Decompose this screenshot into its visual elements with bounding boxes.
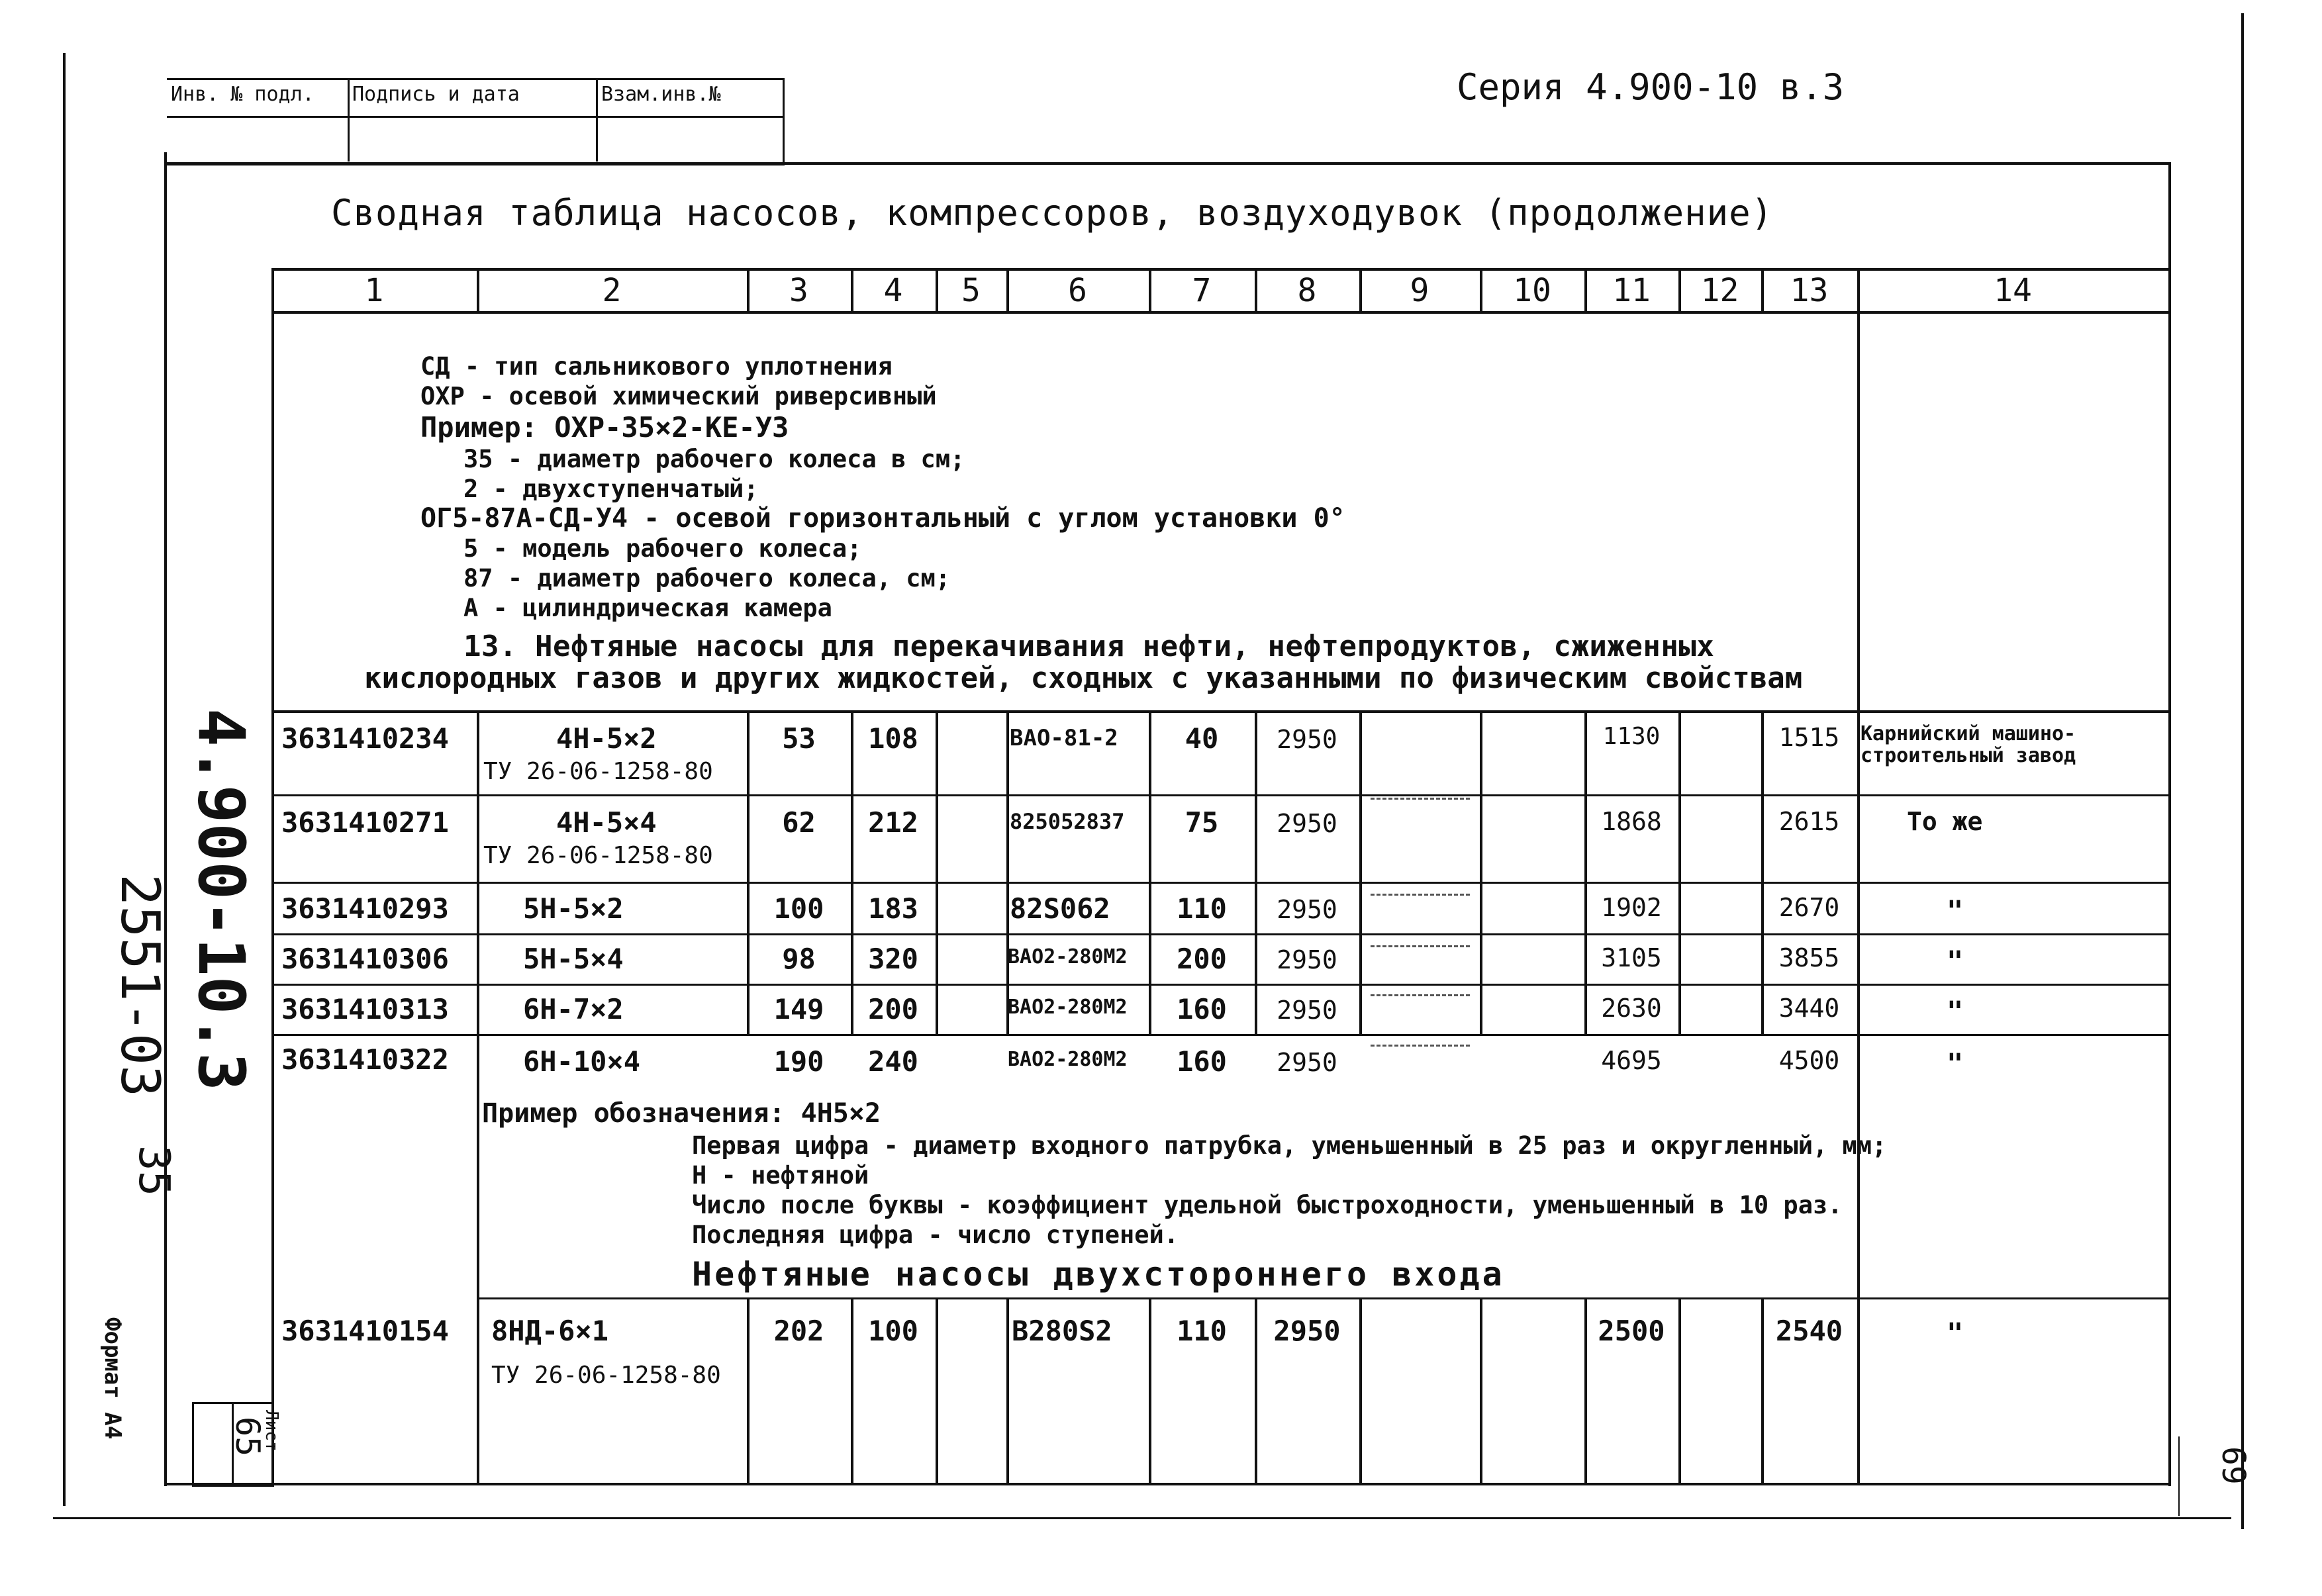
row-c7: 40 <box>1185 722 1219 755</box>
row-c13: 3440 <box>1778 994 1840 1023</box>
example-line: Число после буквы - коэффициент удельной быстроходности, уменьшенный в 10 раз. <box>692 1191 1843 1219</box>
row-spec: ТУ 26-06-1258-80 <box>491 1362 721 1389</box>
note-line: 2 - двухступенчатый; <box>463 475 759 503</box>
row-c4: 108 <box>868 722 918 755</box>
row-c7: 160 <box>1177 1045 1227 1078</box>
row-c7: 110 <box>1177 892 1227 925</box>
col-header-7: 7 <box>1192 272 1212 309</box>
stamp-signature-date: Подпись и дата <box>352 83 520 106</box>
row-c3: 100 <box>773 892 824 925</box>
row-code: 3631410154 <box>281 1315 449 1347</box>
row-name: 8НД-6×1 <box>491 1315 609 1347</box>
row-c14: " <box>1947 894 1964 927</box>
row-c6: ВАО2-280М2 <box>1008 996 1128 1019</box>
row-c13: 1515 <box>1778 723 1840 752</box>
section-13-line1: 13. Нефтяные насосы для перекачивания нефти, нефтепродуктов, сжиженных <box>463 630 1715 663</box>
row-c4: 183 <box>868 892 918 925</box>
note-line: ОГ5-87А-СД-У4 - осевой горизонтальный с углом установки 0° <box>420 503 1345 534</box>
note-line: 87 - диаметр рабочего колеса, см; <box>463 564 951 592</box>
doc-number-vertical: 4.900-10.3 <box>184 708 258 1091</box>
row-c13: 2540 <box>1775 1315 1843 1347</box>
row-code: 3631410234 <box>281 722 449 755</box>
example-label: Пример обозначения: 4Н5×2 <box>482 1098 881 1129</box>
col-header-11: 11 <box>1612 272 1651 309</box>
row-c4: 100 <box>868 1315 918 1347</box>
col-header-8: 8 <box>1297 272 1317 309</box>
row-c14: То же <box>1907 807 1983 836</box>
col-header-1: 1 <box>364 272 384 309</box>
frame-bottom-line <box>164 1483 2170 1485</box>
row-c3: 53 <box>782 722 816 755</box>
row-c6: ВАО2-280М2 <box>1008 945 1128 968</box>
row-c3: 149 <box>773 993 824 1025</box>
row-c11: 2500 <box>1598 1315 1665 1347</box>
frame-left-line <box>63 53 66 1506</box>
page-small-vertical: 35 <box>129 1145 178 1197</box>
row-c6: В280S2 <box>1012 1315 1112 1347</box>
row-name: 4Н-5×2 <box>556 722 657 755</box>
section-13-line2: кислородных газов и других жидкостей, сходных с указанными по физическим свойствам <box>364 661 1803 695</box>
row-c11: 3105 <box>1601 943 1662 972</box>
row-code: 3631410271 <box>281 806 449 839</box>
col-header-10: 10 <box>1513 272 1551 309</box>
row-c14: " <box>1947 945 1964 977</box>
col-header-4: 4 <box>883 272 903 309</box>
format-label-vertical: Формат А4 <box>99 1317 126 1440</box>
col-header-5: 5 <box>961 272 981 309</box>
row-c7: 200 <box>1177 943 1227 975</box>
row-c8: 2950 <box>1277 809 1337 838</box>
col-header-13: 13 <box>1790 272 1829 309</box>
row-c3: 202 <box>773 1315 824 1347</box>
row-code: 3631410293 <box>281 892 449 925</box>
row-c11: 1130 <box>1602 723 1661 750</box>
row-name: 4Н-5×4 <box>556 806 657 839</box>
row-c13: 3855 <box>1778 943 1840 972</box>
row-c11: 4695 <box>1601 1046 1662 1075</box>
row-c4: 320 <box>868 943 918 975</box>
note-line: 35 - диаметр рабочего колеса в см; <box>463 445 965 473</box>
row-code: 3631410313 <box>281 993 449 1025</box>
row-c7: 110 <box>1177 1315 1227 1347</box>
col-header-2: 2 <box>602 272 622 309</box>
row-spec: ТУ 26-06-1258-80 <box>483 842 713 869</box>
row-name: 5Н-5×4 <box>523 943 624 975</box>
row-c6: ВАО-81-2 <box>1010 725 1118 751</box>
row-c8: 2950 <box>1277 1048 1337 1077</box>
row-c8: 2950 <box>1277 996 1337 1025</box>
col-header-6: 6 <box>1068 272 1087 309</box>
row-c11: 1868 <box>1601 807 1662 836</box>
example-line: Последняя цифра - число ступеней. <box>692 1221 1179 1249</box>
note-line: 5 - модель рабочего колеса; <box>463 534 862 563</box>
row-c7: 75 <box>1185 806 1219 839</box>
page-number-right: 69 <box>2215 1446 2252 1485</box>
row-name: 6Н-10×4 <box>523 1045 641 1078</box>
right-page-box <box>2178 1436 2180 1516</box>
stamp-replace-inv: Взам.инв.№ <box>601 83 721 106</box>
note-line: Пример: ОХР-35×2-КЕ-У3 <box>420 411 789 444</box>
frame-inner-left-line <box>164 152 167 1486</box>
row-c4: 212 <box>868 806 918 839</box>
row-name: 5Н-5×2 <box>523 892 624 925</box>
row-c6: 82S062 <box>1010 892 1110 925</box>
row-c6: 825052837 <box>1010 809 1125 834</box>
row-c4: 200 <box>868 993 918 1025</box>
row-c6: ВАО2-280М2 <box>1008 1048 1128 1071</box>
row-c4: 240 <box>868 1045 918 1078</box>
example-line: Н - нефтяной <box>692 1161 869 1190</box>
page-title: Сводная таблица насосов, компрессоров, воздуходувок (продолжение) <box>331 192 1774 234</box>
row-c8: 2950 <box>1277 725 1337 754</box>
row-c8: 2950 <box>1273 1315 1341 1347</box>
note-line: А - цилиндрическая камера <box>463 594 832 622</box>
row-code: 3631410322 <box>281 1043 449 1076</box>
row-c14: Карнийский машино-строительный завод <box>1861 722 2076 767</box>
series-label: Серия 4.900-10 в.3 <box>1457 66 1845 108</box>
row-c14: " <box>1947 995 1964 1027</box>
stamp-inv-number: Инв. № подл. <box>171 83 314 106</box>
row-c3: 190 <box>773 1045 824 1078</box>
section-double-entry: Нефтяные насосы двухстороннего входа <box>692 1255 1505 1293</box>
list-number: 65 <box>228 1417 267 1457</box>
row-c11: 1902 <box>1601 893 1662 922</box>
row-c7: 160 <box>1177 993 1227 1025</box>
row-c14: " <box>1947 1047 1964 1080</box>
col-header-3: 3 <box>789 272 808 309</box>
row-c14: " <box>1947 1317 1964 1349</box>
row-c3: 62 <box>782 806 816 839</box>
archive-number-vertical: 2551-03 <box>109 874 171 1098</box>
row-c13: 2670 <box>1778 893 1840 922</box>
example-line: Первая цифра - диаметр входного патрубка, уменьшенный в 25 раз и округленный, мм; <box>692 1131 1887 1160</box>
row-name: 6Н-7×2 <box>523 993 624 1025</box>
list-label: Лист <box>262 1410 281 1452</box>
row-c13: 4500 <box>1778 1046 1840 1075</box>
row-c3: 98 <box>782 943 816 975</box>
note-line: СД - тип сальникового уплотнения <box>420 352 893 381</box>
row-c8: 2950 <box>1277 895 1337 924</box>
col-header-12: 12 <box>1700 272 1739 309</box>
row-c13: 2615 <box>1778 807 1840 836</box>
col-header-14: 14 <box>1994 272 2032 309</box>
row-code: 3631410306 <box>281 943 449 975</box>
col-header-9: 9 <box>1410 272 1429 309</box>
row-spec: ТУ 26-06-1258-80 <box>483 758 713 785</box>
note-line: ОХР - осевой химический риверсивный <box>420 382 937 410</box>
frame-outer-right-line <box>2241 13 2244 1529</box>
frame-right-line <box>2168 162 2171 1486</box>
row-c11: 2630 <box>1601 994 1662 1023</box>
row-c8: 2950 <box>1277 945 1337 974</box>
frame-outer-bottom-line <box>53 1517 2231 1519</box>
